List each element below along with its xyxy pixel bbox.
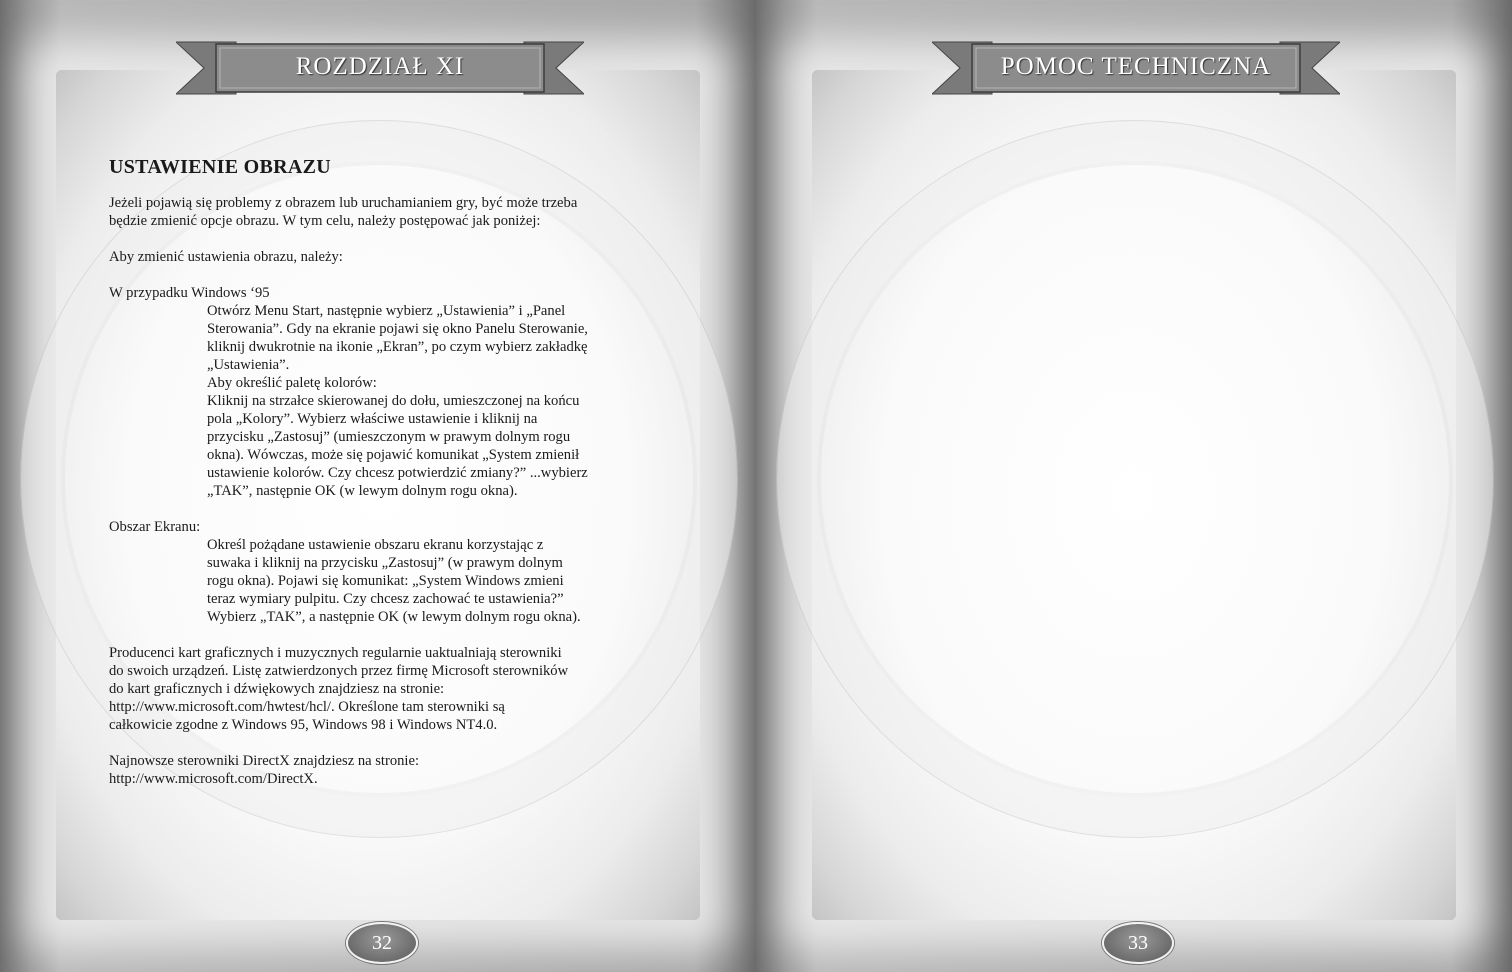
windows-instructions [109, 302, 654, 500]
text-line: Wybierz „TAK”, a następnie OK (w lewym dolnym rogu okna). [207, 609, 581, 625]
text-line: pola „Kolory”. Wybierz właściwe ustawienie i kliknij na [207, 411, 538, 427]
page-number-badge: 33 [1102, 922, 1174, 964]
chapter-banner [932, 40, 1340, 96]
text-line: Jeżeli pojawią się problemy z obrazem lub uruchamianiem gry, być może trzeba [109, 195, 578, 211]
screen-area-label: Obszar Ekranu: [109, 519, 201, 535]
text-line: Producenci kart graficznych i muzycznych regularnie uaktualniają sterowniki [109, 645, 562, 661]
seal-watermark [776, 120, 1494, 838]
text-line: Otwórz Menu Start, następnie wybierz „Ustawienia” i „Panel [207, 303, 566, 319]
windows-section [109, 284, 654, 500]
text-line: rogu okna). Pojawi się komunikat: „System Windows zmieni [207, 573, 564, 589]
text-line: Aby określić paletę kolorów: [207, 375, 377, 391]
text-line: kliknij dwukrotnie na ikonie „Ekran”, po czym wybierz zakładkę [207, 339, 588, 355]
right-page [756, 0, 1512, 972]
text-line: całkowicie zgodne z Windows 95, Windows 98 i Windows NT4.0. [109, 717, 498, 733]
text-line: będzie zmienić opcje obrazu. W tym celu, należy postępować jak poniżej: [109, 213, 541, 229]
text-line: przycisku „Zastosuj” (umieszczonym w prawym dolnym rogu [207, 429, 571, 445]
text-line: do kart graficznych i dźwiękowych znajdziesz na stronie: [109, 681, 445, 697]
text-line: okna). Wówczas, może się pojawić komunikat „System zmienił [207, 447, 580, 463]
how-to-paragraph [109, 248, 654, 266]
chapter-title: POMOC TECHNICZNA [1000, 53, 1272, 80]
text-line: Aby zmienić ustawienia obrazu, należy: [109, 249, 343, 265]
text-line: Najnowsze sterowniki DirectX znajdziesz na stronie: [109, 753, 420, 769]
text-line: do swoich urządzeń. Listę zatwierdzonych przez firmę Microsoft sterowników [109, 663, 569, 679]
text-line: suwaka i kliknij na przycisku „Zastosuj” (w prawym dolnym [207, 555, 563, 571]
windows-label: W przypadku Windows ‘95 [109, 285, 270, 301]
text-line: ustawienie kolorów. Czy chcesz potwierdzić zmiany?” ...wybierz [207, 465, 588, 481]
drivers-paragraph [109, 644, 654, 734]
screen-area-section [109, 518, 654, 626]
text-line: teraz wymiary pulpitu. Czy chcesz zachować te ustawienia?” [207, 591, 564, 607]
text-line: Określ pożądane ustawienie obszaru ekranu korzystając z [207, 537, 544, 553]
text-line: http://www.microsoft.com/hwtest/hcl/. Określone tam sterowniki są [109, 699, 505, 715]
text-line: Sterowania”. Gdy na ekranie pojawi się okno Panelu Sterowanie, [207, 321, 588, 337]
text-line: „TAK”, następnie OK (w lewym dolnym rogu okna). [207, 483, 518, 499]
chapter-title: ROZDZIAŁ XI [295, 53, 465, 80]
page-number-badge: 32 [346, 922, 418, 964]
intro-paragraph [109, 194, 654, 230]
chapter-banner [176, 40, 584, 96]
directx-paragraph [109, 752, 654, 788]
text-line: Kliknij na strzałce skierowanej do dołu, umieszczonej na końcu [207, 393, 580, 409]
screen-area-instructions [109, 536, 654, 626]
text-line: http://www.microsoft.com/DirectX. [109, 771, 318, 787]
text-line: „Ustawienia”. [207, 357, 290, 373]
left-page-content [109, 158, 654, 806]
section-heading: USTAWIENIE OBRAZU [109, 156, 332, 178]
